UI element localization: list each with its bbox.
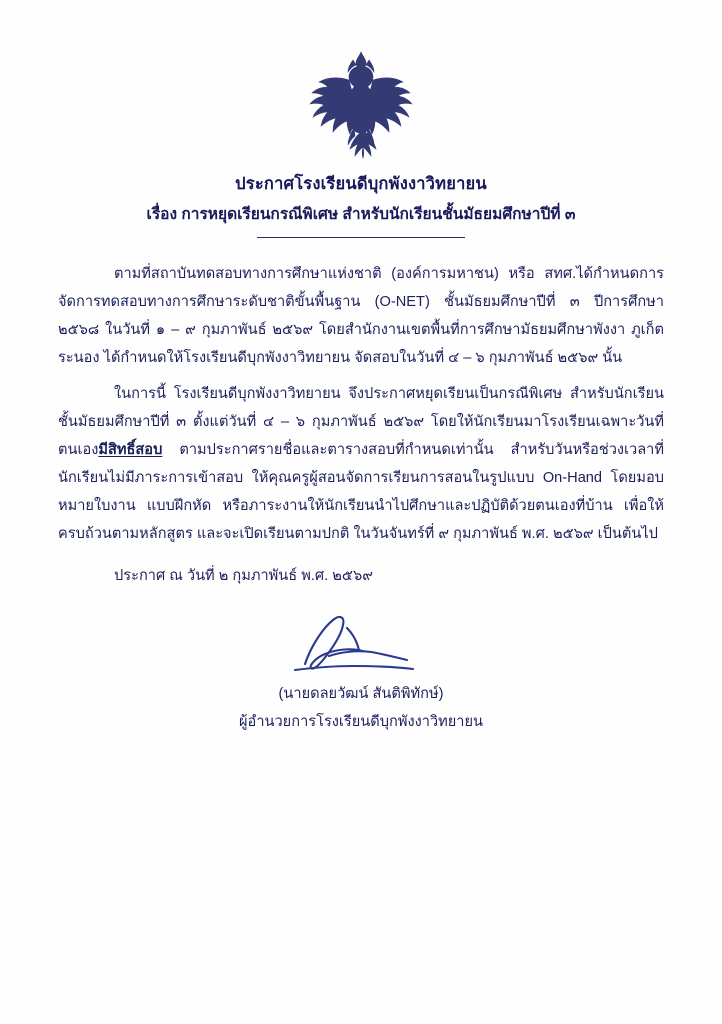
emblem-container	[0, 0, 722, 160]
paragraph-2-text-b: ตามประกาศรายชื่อและตารางสอบที่กำหนดเท่านั้น สำหรับวันหรือช่วงเวลาที่นักเรียนไม่มีภาระการเข้าสอบ ให้คุณครูผู้สอนจัดการเรียนการสอนในรูปแบบ On-Hand โดยมอบหมายใบงาน แบบฝึกหัด หรือภาระงานให้นักเรียนนำไปศึกษาและปฏิบัติด้วยตนเองที่บ้าน เพื่อให้ครบถ้วนตามหลักสูตร และจะเปิดเรียนตามปกติ ในวันจันทร์ที่ ๙ กุมภาพันธ์ พ.ศ. ๒๕๖๙ เป็นต้นไป	[58, 442, 664, 543]
paragraph-2-text-a: ในการนี้ โรงเรียนดีบุกพังงาวิทยายน จึงประกาศหยุดเรียนเป็นกรณีพิเศษ สำหรับนักเรียนชั้นมัธยมศึกษาปีที่ ๓ ตั้งแต่วันที่ ๔ – ๖ กุมภาพันธ์ ๒๕๖๙ โดยให้นักเรียนมาโรงเรียนเฉพาะวันที่ตนเอง	[58, 386, 664, 459]
title-divider	[257, 237, 465, 238]
paragraph-1	[58, 260, 664, 372]
garuda-emblem	[296, 48, 426, 160]
document-subtitle: เรื่อง การหยุดเรียนกรณีพิเศษ สำหรับนักเรียนชั้นมัธยมศึกษาปีที่ ๓	[146, 205, 576, 223]
signature-block	[0, 608, 722, 758]
signature-ink	[271, 608, 451, 680]
document-body	[58, 260, 664, 590]
paragraph-1-text: ตามที่สถาบันทดสอบทางการศึกษาแห่งชาติ (องค์การมหาชน) หรือ สทศ.ได้กำหนดการจัดการทดสอบทางการศึกษาระดับชาติขั้นพื้นฐาน (O-NET) ชั้นมัธยมศึกษาปีที่ ๓ ปีการศึกษา ๒๕๖๘ ในวันที่ ๑ – ๙ กุมภาพันธ์ ๒๕๖๙ โดยสำนักงานเขตพื้นที่การศึกษามัธยมศึกษาพังงา ภูเก็ต ระนอง ได้กำหนดให้โรงเรียนดีบุกพังงาวิทยายน จัดสอบในวันที่ ๔ – ๖ กุมภาพันธ์ ๒๕๖๙ นั้น	[58, 266, 664, 367]
signer-name: (นายดลยวัฒน์ สันติพิทักษ์)	[278, 686, 444, 703]
signer-role: ผู้อำนวยการโรงเรียนดีบุกพังงาวิทยายน	[239, 714, 483, 731]
document-title: ประกาศโรงเรียนดีบุกพังงาวิทยายน	[235, 175, 487, 193]
heading-block	[0, 172, 722, 238]
announcement-date: ประกาศ ณ วันที่ ๒ กุมภาพันธ์ พ.ศ. ๒๕๖๙	[114, 568, 373, 585]
paragraph-2	[58, 380, 664, 548]
emphasis-eligible-to-exam: มีสิทธิ์สอบ	[98, 442, 163, 459]
